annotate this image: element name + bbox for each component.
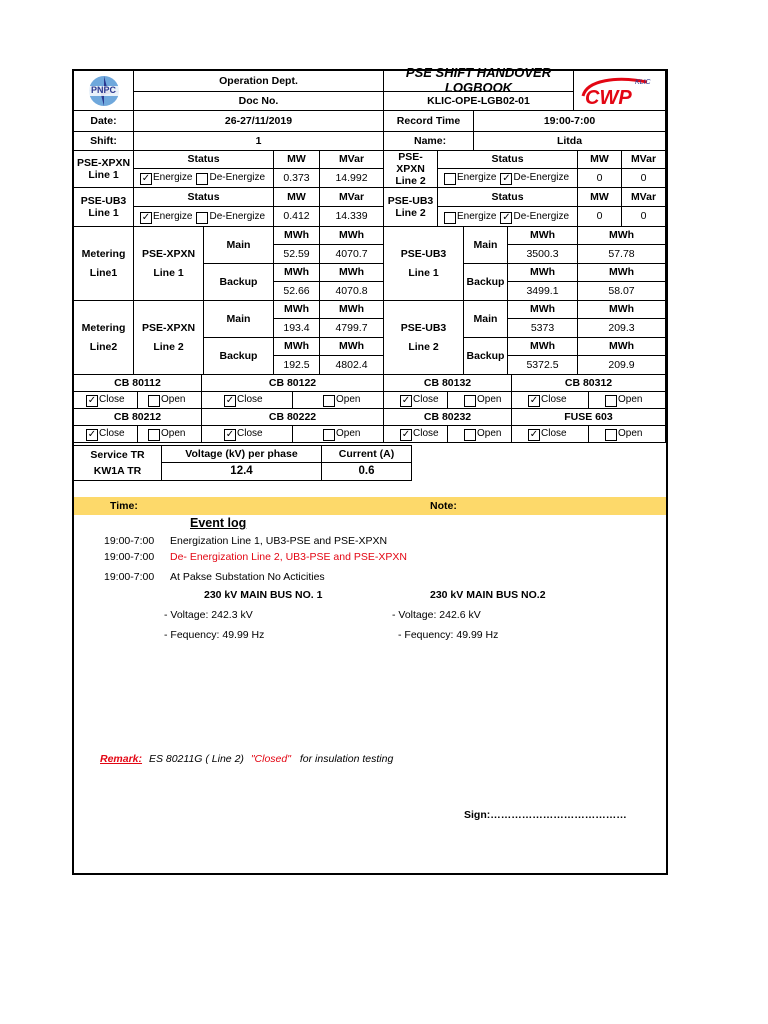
mwh-header: MWh bbox=[508, 338, 578, 356]
main-label: Main bbox=[464, 301, 508, 338]
check-icon: ✓ bbox=[225, 395, 235, 406]
mvar-value: 0 bbox=[622, 169, 666, 188]
event-text: Energization Line 1, UB3-PSE and PSE-XPXN bbox=[170, 535, 388, 547]
checkbox-label: Close bbox=[99, 394, 125, 406]
line-name: PSE-XPXN bbox=[396, 150, 425, 175]
name-spacer bbox=[384, 132, 414, 151]
breaker-name: CB 80132 bbox=[384, 375, 512, 392]
current-value: 0.6 bbox=[322, 463, 412, 481]
metering-right-feeder bbox=[384, 227, 464, 301]
metering-text: Metering bbox=[81, 322, 126, 335]
remark-line bbox=[100, 753, 393, 765]
status-checks bbox=[438, 207, 578, 227]
empty-box-icon bbox=[444, 173, 456, 185]
feeder-line: Line 2 bbox=[153, 340, 184, 353]
energize-checkbox[interactable] bbox=[444, 211, 496, 223]
mw-value: 0 bbox=[578, 169, 622, 188]
close-checkbox[interactable] bbox=[74, 426, 138, 443]
close-checkbox[interactable] bbox=[512, 426, 589, 443]
empty-box-icon bbox=[444, 212, 456, 224]
feeder-name: PSE-UB3 bbox=[400, 248, 447, 261]
checkbox-label: Energize bbox=[153, 210, 193, 222]
service-tr-id: KW1A TR bbox=[93, 464, 142, 477]
status-row2-right-label bbox=[384, 188, 438, 227]
checkbox-label: Close bbox=[99, 428, 125, 440]
voltage-value: 12.4 bbox=[162, 463, 322, 481]
main-label: Main bbox=[204, 227, 274, 264]
date-label: Date: bbox=[74, 111, 134, 132]
mw-value: 0.373 bbox=[274, 169, 320, 188]
mw-value: 0 bbox=[578, 207, 622, 227]
check-icon: ✓ bbox=[87, 395, 97, 406]
open-checkbox[interactable] bbox=[448, 426, 512, 443]
status-row1-left-label bbox=[74, 151, 134, 188]
metering-left-feeder bbox=[134, 227, 204, 301]
backup-value-2: 4070.8 bbox=[320, 282, 384, 301]
cwp-logo-cell bbox=[574, 71, 666, 111]
main-value-1: 52.59 bbox=[274, 245, 320, 264]
checkbox-label: Close bbox=[237, 428, 263, 440]
breaker-name: CB 80212 bbox=[74, 409, 202, 426]
checkbox-label: Close bbox=[413, 394, 439, 406]
service-tr-name: Service TR bbox=[90, 449, 145, 462]
checkbox-label: Open bbox=[336, 428, 361, 440]
check-icon: ✓ bbox=[502, 211, 511, 223]
checkbox-label: Close bbox=[413, 428, 439, 440]
main-value-1: 3500.3 bbox=[508, 245, 578, 264]
event-log-title: Event log bbox=[190, 516, 247, 530]
checkbox-label: De-Energize bbox=[513, 210, 570, 222]
svg-text:CWP: CWP bbox=[584, 86, 632, 108]
sign-line: Sign:………………………………… bbox=[464, 809, 627, 821]
dept: Operation Dept. bbox=[134, 71, 384, 92]
metering-line: Line2 bbox=[89, 340, 118, 353]
status-header: Status bbox=[134, 151, 274, 169]
check-icon: ✓ bbox=[401, 429, 411, 440]
backup-label: Backup bbox=[204, 264, 274, 301]
mwh-header: MWh bbox=[508, 227, 578, 245]
backup-value-2: 209.9 bbox=[578, 356, 666, 375]
line-name: PSE-UB3 bbox=[387, 194, 434, 207]
pnpc-logo-cell bbox=[74, 71, 134, 111]
check-icon: ✓ bbox=[529, 395, 539, 406]
bus2-frequency: - Fequency: 49.99 Hz bbox=[398, 629, 499, 641]
metering-line: Line1 bbox=[89, 266, 118, 279]
check-icon: ✓ bbox=[502, 173, 511, 184]
mwh-header: MWh bbox=[274, 338, 320, 356]
check-icon: ✓ bbox=[141, 173, 151, 184]
time-label: Time: bbox=[110, 500, 138, 512]
date-value: 26-27/11/2019 bbox=[134, 111, 384, 132]
checkbox-label: Close bbox=[237, 394, 263, 406]
line-number: Line 1 bbox=[88, 207, 119, 219]
event-time: 19:00-7:00 bbox=[104, 551, 155, 563]
backup-value-1: 3499.1 bbox=[508, 282, 578, 301]
close-checkbox[interactable] bbox=[202, 392, 293, 409]
bus2-voltage: - Voltage: 242.6 kV bbox=[392, 609, 481, 621]
check-icon: ✓ bbox=[225, 429, 235, 440]
breaker-name: CB 80222 bbox=[202, 409, 384, 426]
empty-box-icon bbox=[148, 395, 160, 407]
check-icon: ✓ bbox=[401, 395, 411, 406]
breaker-name: CB 80122 bbox=[202, 375, 384, 392]
feeder-name: PSE-XPXN bbox=[141, 248, 196, 261]
open-checkbox[interactable] bbox=[293, 392, 384, 409]
empty-box-icon bbox=[148, 429, 160, 441]
status-checks bbox=[134, 207, 274, 227]
mwh-header: MWh bbox=[578, 301, 666, 319]
event-text: De- Energization Line 2, UB3-PSE and PSE-XPXN bbox=[170, 551, 407, 563]
mwh-header: MWh bbox=[578, 227, 666, 245]
mwh-header: MWh bbox=[508, 301, 578, 319]
line-number: Line 2 bbox=[395, 207, 426, 219]
close-checkbox[interactable] bbox=[512, 392, 589, 409]
mwh-header: MWh bbox=[320, 227, 384, 245]
main-label: Main bbox=[204, 301, 274, 338]
line-name: PSE-XPXN bbox=[76, 156, 131, 169]
checkbox-label: Open bbox=[477, 394, 502, 406]
check-icon: ✓ bbox=[141, 211, 151, 223]
mvar-header: MVar bbox=[320, 188, 384, 207]
deenergize-checkbox[interactable] bbox=[196, 172, 265, 184]
deenergize-checkbox[interactable] bbox=[196, 211, 265, 223]
event-time: 19:00-7:00 bbox=[104, 571, 155, 583]
main-value-1: 5373 bbox=[508, 319, 578, 338]
remark-status: "Closed" bbox=[250, 753, 291, 765]
main-value-1: 193.4 bbox=[274, 319, 320, 338]
backup-label: Backup bbox=[464, 264, 508, 301]
mwh-header: MWh bbox=[578, 338, 666, 356]
empty-box-icon bbox=[464, 429, 476, 441]
checkbox-label: Open bbox=[477, 428, 502, 440]
checkbox-label: De-Energize bbox=[209, 210, 266, 222]
backup-value-2: 4802.4 bbox=[320, 356, 384, 375]
bus1-voltage: - Voltage: 242.3 kV bbox=[164, 609, 253, 621]
empty-box-icon bbox=[605, 395, 617, 407]
status-checks bbox=[438, 169, 578, 188]
status-row2-left-label bbox=[74, 188, 134, 227]
mwh-header: MWh bbox=[320, 338, 384, 356]
remark-label: Remark: bbox=[100, 753, 143, 765]
mwh-header: MWh bbox=[274, 227, 320, 245]
checkbox-label: Open bbox=[618, 428, 643, 440]
remark-text: ES 80211G ( Line 2) bbox=[148, 753, 244, 765]
checkbox-label: Close bbox=[541, 428, 567, 440]
open-checkbox[interactable] bbox=[138, 426, 202, 443]
line-name: PSE-UB3 bbox=[80, 194, 127, 207]
metering-line1-label bbox=[74, 227, 134, 301]
mvar-value: 14.992 bbox=[320, 169, 384, 188]
logbook-sheet bbox=[72, 65, 668, 875]
mwh-header: MWh bbox=[274, 301, 320, 319]
remark-reason: for insulation testing bbox=[299, 753, 394, 765]
event-text: At Pakse Substation No Acticities bbox=[170, 571, 325, 583]
empty-box-icon bbox=[196, 212, 208, 224]
open-checkbox[interactable] bbox=[589, 426, 666, 443]
bus1-title: 230 kV MAIN BUS NO. 1 bbox=[204, 589, 323, 601]
page-title: PSE SHIFT HANDOVER LOGBOOK bbox=[384, 71, 574, 92]
shift-value: 1 bbox=[134, 132, 384, 151]
close-checkbox[interactable] bbox=[202, 426, 293, 443]
empty-box-icon bbox=[605, 429, 617, 441]
close-checkbox[interactable] bbox=[384, 426, 448, 443]
checkbox-label: De-Energize bbox=[209, 172, 266, 184]
energize-checkbox[interactable] bbox=[140, 211, 192, 223]
mw-value: 0.412 bbox=[274, 207, 320, 227]
line-number: Line 2 bbox=[395, 175, 426, 188]
doc-number: KLIC-OPE-LGB02-01 bbox=[384, 92, 574, 111]
mvar-header: MVar bbox=[622, 188, 666, 207]
main-value-2: 57.78 bbox=[578, 245, 666, 264]
breaker-name: CB 80312 bbox=[512, 375, 666, 392]
note-bar bbox=[74, 497, 666, 515]
open-checkbox[interactable] bbox=[293, 426, 384, 443]
status-row1-right-label bbox=[384, 151, 438, 188]
doc-label: Doc No. bbox=[134, 92, 384, 111]
mwh-header: MWh bbox=[508, 264, 578, 282]
energize-checkbox[interactable] bbox=[444, 172, 496, 184]
name-label: Name: bbox=[414, 132, 474, 151]
mvar-header: MVar bbox=[320, 151, 384, 169]
service-tr-label bbox=[74, 445, 162, 481]
deenergize-checkbox[interactable] bbox=[500, 172, 569, 184]
empty-box-icon bbox=[323, 395, 335, 407]
mwh-header: MWh bbox=[320, 301, 384, 319]
name-value: Litda bbox=[474, 132, 666, 151]
backup-value-1: 5372.5 bbox=[508, 356, 578, 375]
close-checkbox[interactable] bbox=[74, 392, 138, 409]
cwp-logo-icon bbox=[577, 74, 663, 108]
backup-label: Backup bbox=[204, 338, 274, 375]
breaker-name: CB 80232 bbox=[384, 409, 512, 426]
pnpc-logo-text: PNPC bbox=[90, 85, 116, 95]
feeder-line: Line 1 bbox=[408, 266, 439, 279]
bus1-frequency: - Fequency: 49.99 Hz bbox=[164, 629, 265, 641]
main-label: Main bbox=[464, 227, 508, 264]
checkbox-label: Energize bbox=[457, 172, 497, 184]
status-header: Status bbox=[438, 151, 578, 169]
mw-header: MW bbox=[274, 151, 320, 169]
backup-label: Backup bbox=[464, 338, 508, 375]
check-icon: ✓ bbox=[529, 429, 539, 440]
line-number: Line 1 bbox=[88, 169, 119, 181]
feeder-name: PSE-UB3 bbox=[400, 322, 447, 335]
check-icon: ✓ bbox=[87, 429, 97, 440]
mw-header: MW bbox=[578, 151, 622, 169]
metering-line2-label bbox=[74, 301, 134, 375]
empty-box-icon bbox=[323, 429, 335, 441]
mw-header: MW bbox=[578, 188, 622, 207]
mwh-header: MWh bbox=[274, 264, 320, 282]
open-checkbox[interactable] bbox=[138, 392, 202, 409]
breaker-name: FUSE 603 bbox=[512, 409, 666, 426]
bus2-title: 230 kV MAIN BUS NO.2 bbox=[430, 589, 546, 601]
backup-value-1: 192.5 bbox=[274, 356, 320, 375]
open-checkbox[interactable] bbox=[448, 392, 512, 409]
deenergize-checkbox[interactable] bbox=[500, 211, 569, 223]
mwh-header: MWh bbox=[578, 264, 666, 282]
status-header: Status bbox=[438, 188, 578, 207]
feeder-line: Line 1 bbox=[153, 266, 184, 279]
shift-label: Shift: bbox=[74, 132, 134, 151]
empty-box-icon bbox=[464, 395, 476, 407]
feeder-name: PSE-XPXN bbox=[141, 322, 196, 335]
metering-left-feeder bbox=[134, 301, 204, 375]
checkbox-label: Energize bbox=[153, 172, 193, 184]
svg-text:KLIC: KLIC bbox=[634, 78, 651, 86]
mwh-header: MWh bbox=[320, 264, 384, 282]
metering-right-feeder bbox=[384, 301, 464, 375]
status-header: Status bbox=[134, 188, 274, 207]
backup-value-1: 52.66 bbox=[274, 282, 320, 301]
checkbox-label: Open bbox=[618, 394, 643, 406]
checkbox-label: Open bbox=[336, 394, 361, 406]
checkbox-label: Close bbox=[541, 394, 567, 406]
status-checks bbox=[134, 169, 274, 188]
checkbox-label: Open bbox=[161, 428, 186, 440]
event-time: 19:00-7:00 bbox=[104, 535, 155, 547]
mvar-value: 0 bbox=[622, 207, 666, 227]
empty-box-icon bbox=[196, 173, 208, 185]
main-value-2: 4070.7 bbox=[320, 245, 384, 264]
checkbox-label: De-Energize bbox=[513, 172, 570, 184]
note-label: Note: bbox=[430, 500, 457, 512]
feeder-line: Line 2 bbox=[408, 340, 439, 353]
energize-checkbox[interactable] bbox=[140, 172, 192, 184]
checkbox-label: Open bbox=[161, 394, 186, 406]
open-checkbox[interactable] bbox=[589, 392, 666, 409]
metering-text: Metering bbox=[81, 248, 126, 261]
voltage-header: Voltage (kV) per phase bbox=[162, 445, 322, 463]
current-header: Current (A) bbox=[322, 445, 412, 463]
main-value-2: 209.3 bbox=[578, 319, 666, 338]
record-time-value: 19:00-7:00 bbox=[474, 111, 666, 132]
mw-header: MW bbox=[274, 188, 320, 207]
backup-value-2: 58.07 bbox=[578, 282, 666, 301]
breaker-name: CB 80112 bbox=[74, 375, 202, 392]
main-value-2: 4799.7 bbox=[320, 319, 384, 338]
record-time-label: Record Time bbox=[384, 111, 474, 132]
close-checkbox[interactable] bbox=[384, 392, 448, 409]
mvar-value: 14.339 bbox=[320, 207, 384, 227]
checkbox-label: Energize bbox=[457, 210, 497, 222]
mvar-header: MVar bbox=[622, 151, 666, 169]
